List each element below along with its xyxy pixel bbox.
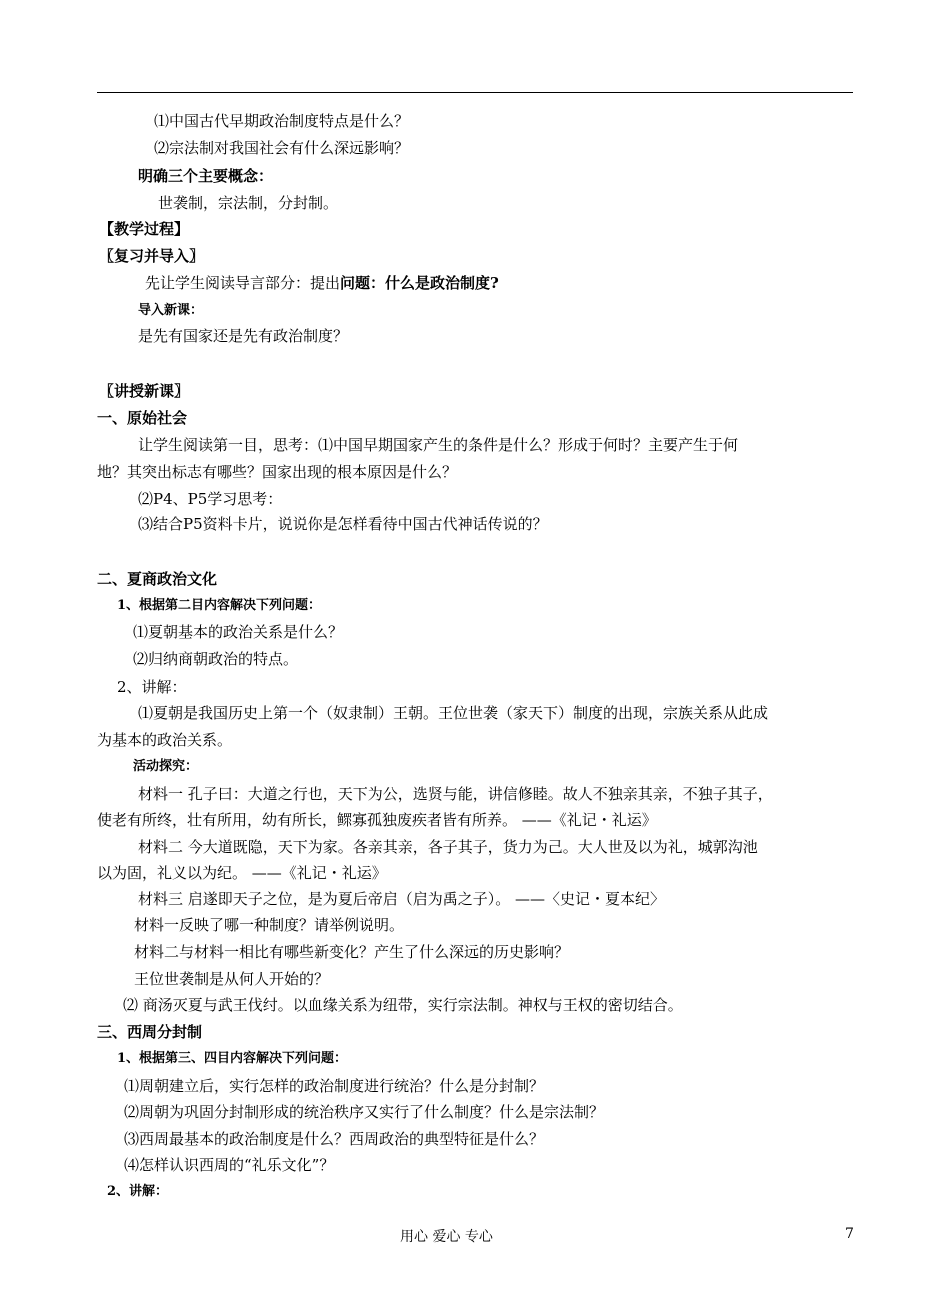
header-rule	[97, 92, 853, 93]
material-2-line-1: 材料二 今大道既隐，天下为家。各亲其亲，各子其子，货力为己。大人世及以为礼，城郭沟池	[138, 838, 758, 856]
new-lesson-question: 是先有国家还是先有政治制度？	[138, 327, 349, 345]
intro-question-2: ⑵宗法制对我国社会有什么深远影响？	[154, 139, 410, 157]
material-2-line-2: 以为固，礼义以为纪。 ——《礼记・礼运》	[97, 864, 387, 882]
section-1-para-line-1: 让学生阅读第一目，思考：⑴中国早期国家产生的条件是什么？形成于何时？主要产生于何	[138, 436, 739, 454]
section-3-explain-label: 2、讲解：	[107, 1184, 169, 1199]
review-line-prefix: 先让学生阅读导言部分：提出	[145, 274, 341, 292]
review-line-question: 问题：什么是政治制度?	[340, 274, 499, 292]
material-question-a: 材料一反映了哪一种制度？请举例说明。	[134, 916, 405, 934]
section-1-title: 一、原始社会	[97, 409, 188, 427]
section-1-para-line-2: 地？其突出标志有哪些？国家出现的根本原因是什么？	[97, 463, 458, 481]
section-3-title: 三、西周分封制	[97, 1023, 203, 1041]
material-1-line-1: 材料一 孔子曰：大道之行也，天下为公，选贤与能，讲信修睦。故人不独亲其亲，不独子其子，	[138, 785, 773, 803]
section-2-explain-line-1: ⑴夏朝是我国历史上第一个（奴隶制）王朝。王位世袭（家天下）制度的出现，宗族关系从此成	[138, 704, 769, 722]
section-3-question-2: ⑵周朝为巩固分封制形成的统治秩序又实行了什么制度？什么是宗法制？	[124, 1103, 605, 1121]
footer-motto: 用心 爱心 专心	[400, 1229, 493, 1245]
section-2-explain-line-2: 为基本的政治关系。	[97, 731, 233, 749]
section-2-question-2: ⑵归纳商朝政治的特点。	[133, 650, 299, 668]
page-number: 7	[845, 1226, 854, 1242]
concepts-list: 世袭制，宗法制，分封制。	[158, 194, 339, 212]
section-2-question-1: ⑴夏朝基本的政治关系是什么？	[133, 623, 344, 641]
section-3-question-4: ⑷怎样认识西周的“礼乐文化”？	[124, 1156, 335, 1174]
material-3: 材料三 启遂即天子之位，是为夏后帝启（启为禹之子）。 ——〈史记・夏本纪〉	[138, 890, 666, 908]
review-line	[145, 273, 499, 293]
material-question-b: 材料二与材料一相比有哪些新变化？产生了什么深远的历史影响？	[134, 943, 570, 961]
review-heading: 〖复习并导入〗	[99, 247, 205, 265]
teaching-heading: 【教学过程】	[99, 220, 190, 238]
activity-label: 活动探究：	[133, 759, 199, 774]
new-lesson-label: 导入新课：	[138, 303, 204, 318]
lecture-heading: 〖讲授新课〗	[99, 382, 190, 400]
section-2-item-2: ⑵ 商汤灭夏与武王伐纣。以血缘关系为纽带，实行宗法制。神权与王权的密切结合。	[123, 996, 683, 1014]
section-1-item-3: ⑶结合P5资料卡片，说说你是怎样看待中国古代神话传说的？	[138, 515, 548, 533]
material-question-c: 王位世袭制是从何人开始的？	[134, 970, 330, 988]
section-3-question-3: ⑶西周最基本的政治制度是什么？西周政治的典型特征是什么？	[124, 1130, 545, 1148]
section-1-item-2: ⑵P4、P5学习思考：	[138, 490, 283, 508]
section-3-task: 1、根据第三、四目内容解决下列问题：	[117, 1051, 348, 1066]
section-3-question-1: ⑴周朝建立后，实行怎样的政治制度进行统治？什么是分封制？	[124, 1077, 545, 1095]
section-2-explain-label: 2、讲解：	[117, 678, 187, 696]
section-2-task: 1、根据第二目内容解决下列问题：	[117, 598, 322, 613]
section-2-title: 二、夏商政治文化	[97, 570, 218, 588]
concepts-heading: 明确三个主要概念：	[138, 167, 274, 185]
intro-question-1: ⑴中国古代早期政治制度特点是什么？	[154, 112, 410, 130]
material-1-line-2: 使老有所终，壮有所用，幼有所长，鳏寡孤独废疾者皆有所养。 ——《礼记・礼运》	[97, 811, 657, 829]
